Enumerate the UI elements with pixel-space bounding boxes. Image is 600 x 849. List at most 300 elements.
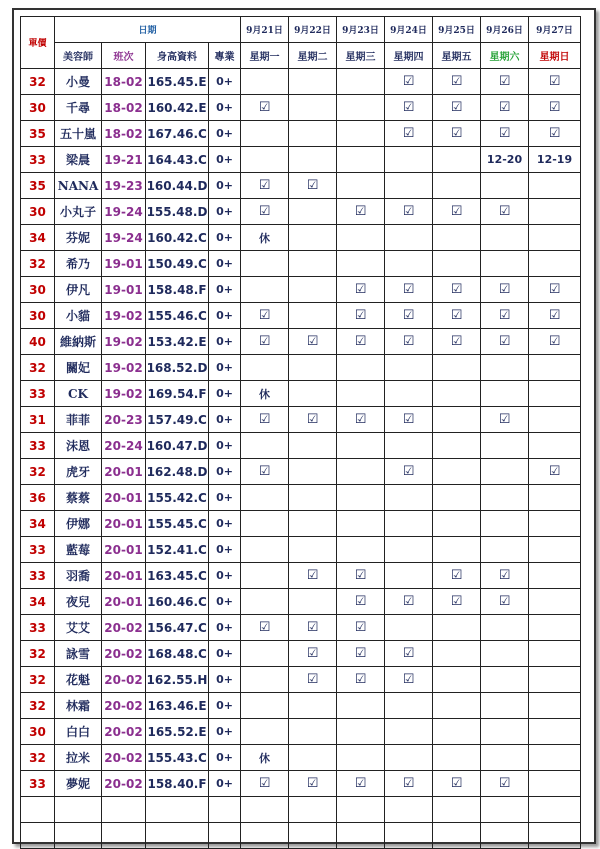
schedule-cell — [481, 641, 529, 667]
class-cell: 18-02 — [102, 95, 146, 121]
schedule-cell — [433, 667, 481, 693]
schedule-cell — [481, 225, 529, 251]
table-row — [21, 121, 581, 147]
empty-cell — [102, 797, 146, 823]
schedule-cell — [433, 147, 481, 173]
checkbox-mark: ☑ — [241, 329, 289, 355]
checkbox-mark: ☑ — [241, 303, 289, 329]
table-row — [21, 225, 581, 251]
empty-cell — [529, 797, 581, 823]
height-cell: 160.44.D — [146, 173, 209, 199]
stylist-name-cell: 維納斯 — [55, 329, 102, 355]
weekday-cell: 星期三 — [337, 43, 385, 69]
checkbox-mark: ☑ — [481, 303, 529, 329]
height-cell: 160.42.C — [146, 225, 209, 251]
empty-cell — [21, 823, 55, 849]
schedule-cell — [289, 95, 337, 121]
stylist-name-cell: 伊凡 — [55, 277, 102, 303]
header-row-labels — [21, 43, 581, 69]
checkbox-mark: ☑ — [433, 563, 481, 589]
table-row — [21, 303, 581, 329]
schedule-cell — [241, 485, 289, 511]
schedule-cell — [337, 745, 385, 771]
specialty-cell: 0+ — [209, 485, 241, 511]
table-row — [21, 355, 581, 381]
empty-cell — [529, 823, 581, 849]
class-cell: 19-02 — [102, 381, 146, 407]
date-cell: 9月26日 — [481, 17, 529, 43]
schedule-cell — [289, 589, 337, 615]
checkbox-mark: ☑ — [385, 641, 433, 667]
table-row — [21, 485, 581, 511]
checkbox-mark: ☑ — [289, 173, 337, 199]
price-cell: 33 — [21, 615, 55, 641]
checkbox-mark: ☑ — [481, 121, 529, 147]
checkbox-mark: ☑ — [241, 459, 289, 485]
table-row — [21, 615, 581, 641]
price-cell: 31 — [21, 407, 55, 433]
specialty-cell: 0+ — [209, 771, 241, 797]
schedule-cell — [289, 251, 337, 277]
schedule-cell — [529, 693, 581, 719]
specialty-cell: 0+ — [209, 381, 241, 407]
schedule-cell — [241, 251, 289, 277]
schedule-cell — [289, 69, 337, 95]
weekday-cell: 星期五 — [433, 43, 481, 69]
schedule-cell — [481, 745, 529, 771]
stylist-name-cell: 小丸子 — [55, 199, 102, 225]
schedule-table — [20, 16, 581, 849]
checkbox-mark: ☑ — [481, 329, 529, 355]
height-cell: 165.45.E — [146, 69, 209, 95]
checkbox-mark: ☑ — [529, 459, 581, 485]
schedule-cell — [529, 433, 581, 459]
schedule-cell — [337, 537, 385, 563]
table-row — [21, 459, 581, 485]
schedule-cell — [433, 485, 481, 511]
price-cell: 32 — [21, 667, 55, 693]
price-cell: 35 — [21, 173, 55, 199]
class-header: 班次 — [102, 43, 146, 69]
checkbox-mark: ☑ — [289, 771, 337, 797]
schedule-cell — [481, 381, 529, 407]
specialty-cell: 0+ — [209, 303, 241, 329]
checkbox-mark: ☑ — [289, 563, 337, 589]
schedule-cell — [433, 615, 481, 641]
price-header: 單價 — [21, 17, 55, 69]
checkbox-mark: ☑ — [433, 771, 481, 797]
weekday-cell: 星期一 — [241, 43, 289, 69]
price-cell: 33 — [21, 771, 55, 797]
price-cell: 40 — [21, 329, 55, 355]
schedule-cell — [337, 381, 385, 407]
schedule-cell — [289, 693, 337, 719]
checkbox-mark: ☑ — [241, 95, 289, 121]
checkbox-mark: ☑ — [337, 641, 385, 667]
schedule-cell — [289, 511, 337, 537]
checkbox-mark: ☑ — [385, 459, 433, 485]
empty-cell — [289, 823, 337, 849]
date-cell: 9月25日 — [433, 17, 481, 43]
table-row — [21, 277, 581, 303]
checkbox-mark: ☑ — [289, 329, 337, 355]
specialty-cell: 0+ — [209, 407, 241, 433]
checkbox-mark: ☑ — [385, 277, 433, 303]
specialty-cell: 0+ — [209, 641, 241, 667]
height-cell: 157.49.C — [146, 407, 209, 433]
empty-cell — [55, 823, 102, 849]
class-cell: 20-02 — [102, 719, 146, 745]
height-cell: 155.46.C — [146, 303, 209, 329]
schedule-cell — [337, 225, 385, 251]
schedule-cell — [385, 615, 433, 641]
checkbox-mark: ☑ — [481, 407, 529, 433]
stylist-name-cell: 拉米 — [55, 745, 102, 771]
checkbox-mark: ☑ — [529, 121, 581, 147]
stylist-name-cell: 白白 — [55, 719, 102, 745]
checkbox-mark: ☑ — [433, 329, 481, 355]
height-cell: 158.40.F — [146, 771, 209, 797]
schedule-cell — [481, 615, 529, 641]
checkbox-mark: ☑ — [433, 589, 481, 615]
schedule-cell — [289, 225, 337, 251]
weekday-cell: 星期二 — [289, 43, 337, 69]
height-cell: 150.49.C — [146, 251, 209, 277]
schedule-cell — [289, 459, 337, 485]
checkbox-mark: ☑ — [481, 69, 529, 95]
stylist-name-cell: 小貓 — [55, 303, 102, 329]
checkbox-mark: ☑ — [529, 95, 581, 121]
schedule-cell — [529, 667, 581, 693]
price-cell: 32 — [21, 459, 55, 485]
table-row — [21, 641, 581, 667]
price-cell: 33 — [21, 147, 55, 173]
height-cell: 164.43.C — [146, 147, 209, 173]
schedule-cell — [385, 433, 433, 459]
checkbox-mark: ☑ — [337, 329, 385, 355]
schedule-note: 12-20 — [481, 147, 529, 173]
price-cell: 33 — [21, 563, 55, 589]
schedule-cell — [529, 199, 581, 225]
checkbox-mark: ☑ — [241, 199, 289, 225]
checkbox-mark: ☑ — [385, 667, 433, 693]
date-cell: 9月27日 — [529, 17, 581, 43]
price-cell: 30 — [21, 303, 55, 329]
schedule-cell — [481, 355, 529, 381]
stylist-name-cell: 夜兒 — [55, 589, 102, 615]
class-cell: 20-01 — [102, 589, 146, 615]
stylist-name-cell: 花魁 — [55, 667, 102, 693]
height-header: 身高資料 — [146, 43, 209, 69]
checkbox-mark: ☑ — [337, 563, 385, 589]
checkbox-mark: ☑ — [289, 407, 337, 433]
schedule-cell — [433, 433, 481, 459]
class-cell: 20-01 — [102, 485, 146, 511]
class-cell: 19-02 — [102, 303, 146, 329]
class-cell: 20-02 — [102, 771, 146, 797]
checkbox-mark: ☑ — [481, 277, 529, 303]
schedule-cell — [337, 719, 385, 745]
specialty-cell: 0+ — [209, 121, 241, 147]
table-row — [21, 667, 581, 693]
schedule-cell — [481, 173, 529, 199]
schedule-cell — [337, 485, 385, 511]
checkbox-mark: ☑ — [385, 121, 433, 147]
schedule-cell — [337, 433, 385, 459]
schedule-cell — [337, 511, 385, 537]
schedule-cell — [433, 641, 481, 667]
table-row — [21, 537, 581, 563]
schedule-note: 休 — [241, 225, 289, 251]
schedule-cell — [433, 173, 481, 199]
schedule-cell — [337, 693, 385, 719]
stylist-name-cell: 蔡蔡 — [55, 485, 102, 511]
stylist-name-cell: 梁晨 — [55, 147, 102, 173]
weekday-cell: 星期四 — [385, 43, 433, 69]
schedule-cell — [289, 199, 337, 225]
schedule-cell — [241, 355, 289, 381]
height-cell: 162.55.H — [146, 667, 209, 693]
table-row — [21, 563, 581, 589]
price-cell: 33 — [21, 537, 55, 563]
class-cell: 20-01 — [102, 537, 146, 563]
schedule-cell — [433, 459, 481, 485]
height-cell: 169.54.F — [146, 381, 209, 407]
stylist-name-cell: 羽喬 — [55, 563, 102, 589]
checkbox-mark: ☑ — [385, 771, 433, 797]
price-cell: 30 — [21, 277, 55, 303]
class-cell: 20-02 — [102, 667, 146, 693]
checkbox-mark: ☑ — [433, 199, 481, 225]
class-cell: 19-01 — [102, 251, 146, 277]
price-cell: 33 — [21, 381, 55, 407]
specialty-cell: 0+ — [209, 173, 241, 199]
schedule-cell — [241, 433, 289, 459]
height-cell: 167.46.C — [146, 121, 209, 147]
schedule-cell — [241, 589, 289, 615]
schedule-cell — [385, 485, 433, 511]
price-cell: 36 — [21, 485, 55, 511]
schedule-cell — [529, 485, 581, 511]
schedule-cell — [529, 563, 581, 589]
schedule-cell — [385, 173, 433, 199]
schedule-cell — [289, 745, 337, 771]
checkbox-mark: ☑ — [337, 407, 385, 433]
specialty-cell: 0+ — [209, 329, 241, 355]
schedule-cell — [385, 355, 433, 381]
specialty-cell: 0+ — [209, 433, 241, 459]
stylist-name-cell: 夢妮 — [55, 771, 102, 797]
height-cell: 160.47.D — [146, 433, 209, 459]
empty-cell — [337, 797, 385, 823]
schedule-cell — [433, 693, 481, 719]
checkbox-mark: ☑ — [289, 667, 337, 693]
checkbox-mark: ☑ — [385, 589, 433, 615]
schedule-cell — [433, 719, 481, 745]
price-cell: 30 — [21, 95, 55, 121]
schedule-cell — [337, 95, 385, 121]
class-cell: 19-24 — [102, 199, 146, 225]
price-cell: 32 — [21, 745, 55, 771]
schedule-cell — [337, 173, 385, 199]
schedule-cell — [241, 121, 289, 147]
schedule-cell — [529, 615, 581, 641]
stylist-name-cell: 小曼 — [55, 69, 102, 95]
checkbox-mark: ☑ — [433, 95, 481, 121]
specialty-cell: 0+ — [209, 615, 241, 641]
class-cell: 19-24 — [102, 225, 146, 251]
schedule-cell — [241, 69, 289, 95]
empty-cell — [433, 797, 481, 823]
date-cell: 9月24日 — [385, 17, 433, 43]
checkbox-mark: ☑ — [529, 303, 581, 329]
checkbox-mark: ☑ — [433, 303, 481, 329]
schedule-cell — [433, 745, 481, 771]
schedule-cell — [241, 277, 289, 303]
class-cell: 20-23 — [102, 407, 146, 433]
empty-cell — [289, 797, 337, 823]
specialty-cell: 0+ — [209, 147, 241, 173]
schedule-cell — [433, 381, 481, 407]
table-row — [21, 433, 581, 459]
empty-cell — [241, 823, 289, 849]
specialty-cell: 0+ — [209, 95, 241, 121]
schedule-cell — [481, 433, 529, 459]
schedule-note: 休 — [241, 745, 289, 771]
schedule-cell — [289, 303, 337, 329]
table-row — [21, 381, 581, 407]
checkbox-mark: ☑ — [241, 771, 289, 797]
checkbox-mark: ☑ — [481, 771, 529, 797]
schedule-cell — [529, 173, 581, 199]
checkbox-mark: ☑ — [481, 199, 529, 225]
price-cell: 34 — [21, 511, 55, 537]
empty-cell — [209, 797, 241, 823]
schedule-cell — [385, 745, 433, 771]
class-cell: 19-01 — [102, 277, 146, 303]
schedule-cell — [241, 537, 289, 563]
schedule-cell — [433, 355, 481, 381]
table-row — [21, 745, 581, 771]
schedule-cell — [385, 381, 433, 407]
date-header: 日期 — [55, 17, 241, 43]
height-cell: 156.47.C — [146, 615, 209, 641]
specialty-cell: 0+ — [209, 511, 241, 537]
schedule-cell — [529, 589, 581, 615]
class-cell: 20-01 — [102, 511, 146, 537]
checkbox-mark: ☑ — [337, 615, 385, 641]
empty-cell — [21, 797, 55, 823]
table-row — [21, 589, 581, 615]
schedule-cell — [481, 667, 529, 693]
stylist-name-cell: 林霜 — [55, 693, 102, 719]
class-cell: 20-02 — [102, 615, 146, 641]
header-row-dates — [21, 17, 581, 43]
checkbox-mark: ☑ — [385, 329, 433, 355]
schedule-cell — [481, 459, 529, 485]
schedule-cell — [481, 511, 529, 537]
stylist-name-cell: CK — [55, 381, 102, 407]
empty-cell — [102, 823, 146, 849]
schedule-cell — [385, 537, 433, 563]
height-cell: 160.46.C — [146, 589, 209, 615]
checkbox-mark: ☑ — [385, 407, 433, 433]
table-row — [21, 95, 581, 121]
stylist-name-cell: 詠雪 — [55, 641, 102, 667]
weekday-cell-sunday: 星期日 — [529, 43, 581, 69]
schedule-cell — [385, 251, 433, 277]
specialty-cell: 0+ — [209, 693, 241, 719]
checkbox-mark: ☑ — [385, 303, 433, 329]
price-cell: 34 — [21, 225, 55, 251]
class-cell: 20-02 — [102, 641, 146, 667]
table-row — [21, 173, 581, 199]
specialty-cell: 0+ — [209, 199, 241, 225]
checkbox-mark: ☑ — [241, 173, 289, 199]
specialty-cell: 0+ — [209, 355, 241, 381]
checkbox-mark: ☑ — [241, 615, 289, 641]
checkbox-mark: ☑ — [529, 277, 581, 303]
checkbox-mark: ☑ — [385, 69, 433, 95]
schedule-note: 12-19 — [529, 147, 581, 173]
schedule-cell — [481, 537, 529, 563]
price-cell: 34 — [21, 589, 55, 615]
schedule-cell — [385, 563, 433, 589]
schedule-cell — [337, 355, 385, 381]
class-cell: 19-02 — [102, 329, 146, 355]
schedule-cell — [289, 433, 337, 459]
stylist-name-cell: 關妃 — [55, 355, 102, 381]
checkbox-mark: ☑ — [337, 667, 385, 693]
schedule-cell — [289, 719, 337, 745]
date-cell: 9月22日 — [289, 17, 337, 43]
specialty-cell: 0+ — [209, 667, 241, 693]
schedule-cell — [529, 251, 581, 277]
class-cell: 19-23 — [102, 173, 146, 199]
empty-cell — [481, 797, 529, 823]
schedule-cell — [241, 563, 289, 589]
schedule-cell — [289, 381, 337, 407]
schedule-cell — [433, 407, 481, 433]
schedule-cell — [241, 667, 289, 693]
class-cell: 19-02 — [102, 355, 146, 381]
schedule-cell — [241, 719, 289, 745]
specialty-cell: 0+ — [209, 745, 241, 771]
stylist-name-cell: 菲菲 — [55, 407, 102, 433]
price-cell: 30 — [21, 719, 55, 745]
schedule-cell — [529, 771, 581, 797]
empty-cell — [241, 797, 289, 823]
stylist-name-cell: 沫恩 — [55, 433, 102, 459]
stylist-name-cell: 虎牙 — [55, 459, 102, 485]
height-cell: 165.52.E — [146, 719, 209, 745]
height-cell: 155.43.C — [146, 745, 209, 771]
height-cell: 155.48.D — [146, 199, 209, 225]
schedule-cell — [241, 693, 289, 719]
height-cell: 168.48.C — [146, 641, 209, 667]
table-row — [21, 511, 581, 537]
specialty-cell: 0+ — [209, 69, 241, 95]
height-cell: 163.45.C — [146, 563, 209, 589]
table-row — [21, 693, 581, 719]
empty-cell — [481, 823, 529, 849]
checkbox-mark: ☑ — [289, 615, 337, 641]
empty-cell — [209, 823, 241, 849]
table-row — [21, 199, 581, 225]
stylist-name-cell: 艾艾 — [55, 615, 102, 641]
blank-row — [21, 823, 581, 849]
class-cell: 18-02 — [102, 121, 146, 147]
